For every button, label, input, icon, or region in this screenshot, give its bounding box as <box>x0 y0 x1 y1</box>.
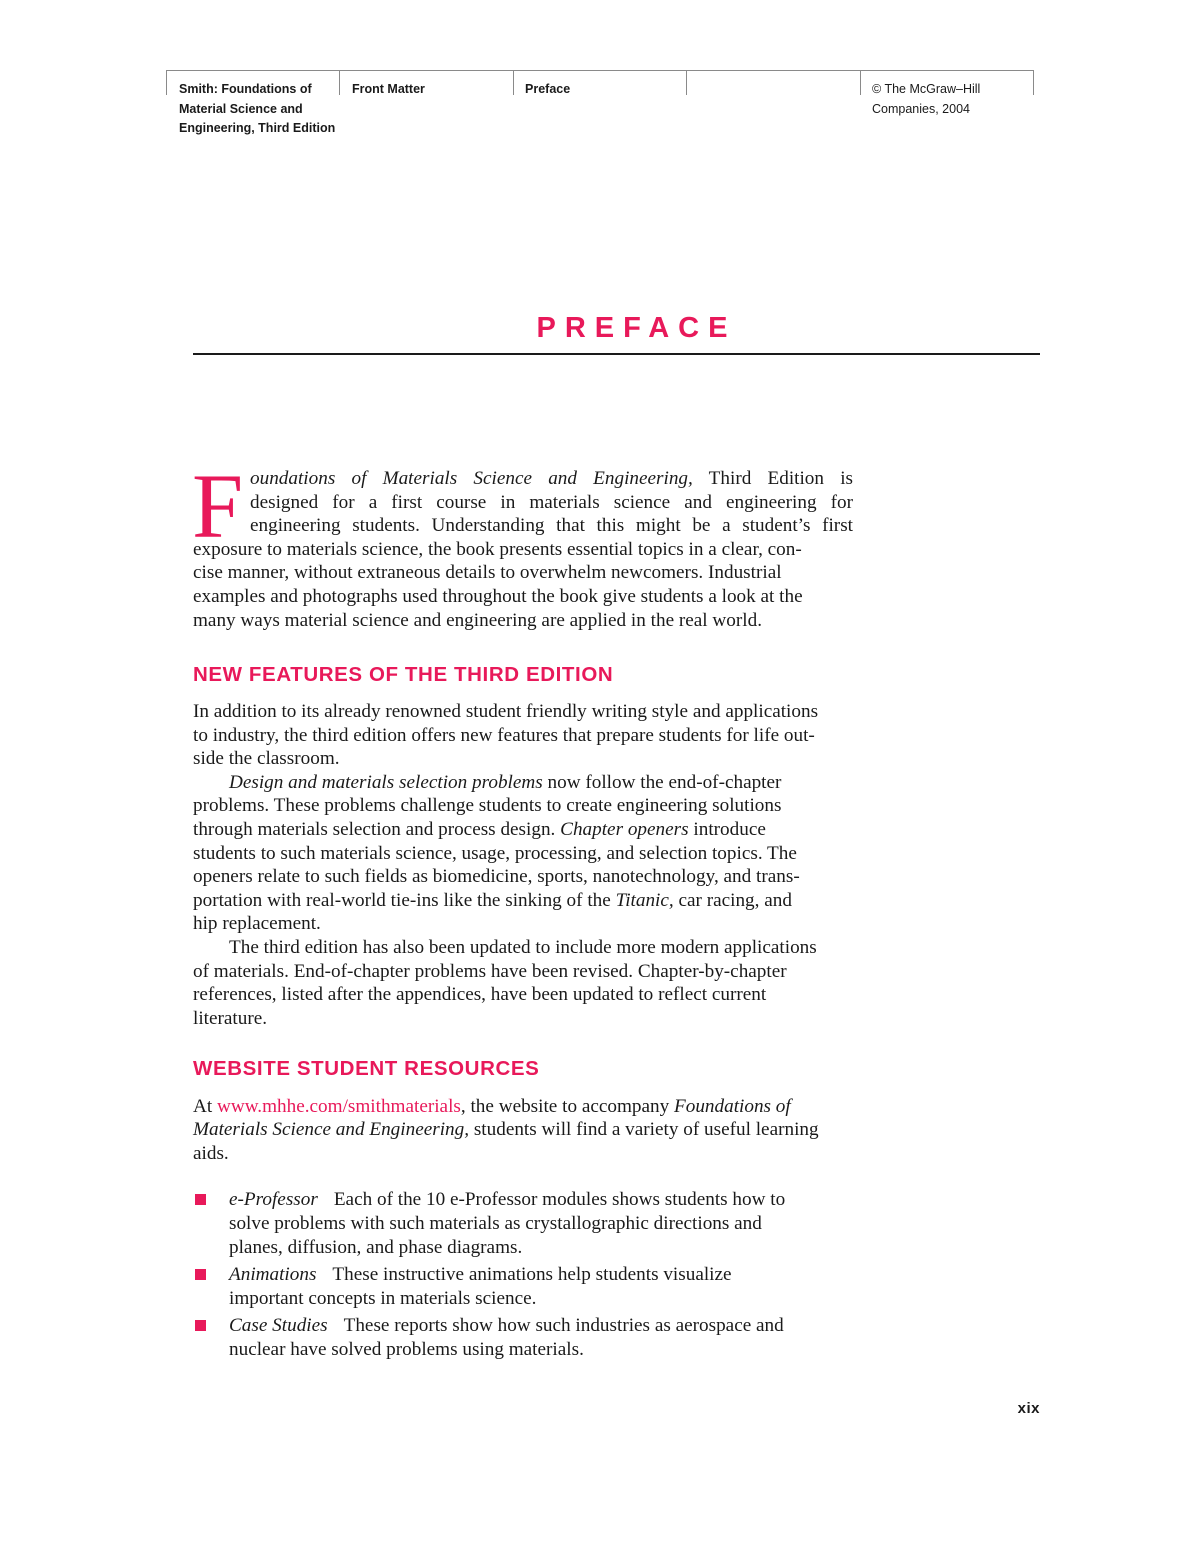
list-item: Animations These instructive animations help students visualize important concepts in materials science. <box>229 1264 732 1309</box>
header-book-title: Smith: Foundations of Material Science and Engineering, Third Edition <box>179 82 336 136</box>
header-chapter: Preface <box>525 82 571 96</box>
intro-paragraph: exposure to materials science, the book presents essential topics in a clear, con- cise manner, without extraneous details to overwhelm newcomers. Industrial examples and photographs used throughout the book give students a look at the many ways material science and engineering are applied in the real world. <box>193 538 803 631</box>
page-title: PREFACE <box>536 312 737 344</box>
new-features-paragraph-2: Design and materials selection problems now follow the end-of-chapter problems. These problems challenge students to create engineering solutions through materials selection and process design. Chapter openers introduce students to such materials science, usage, processing, and selection topics. The openers relate to such fields as biomedicine, sports, nanotechnology, and trans- portation with real-world tie-ins like the sinking of the Titanic, car racing, and hip replacement. <box>193 771 800 935</box>
bullet-square-icon <box>195 1269 206 1280</box>
header-part: Front Matter <box>352 82 425 96</box>
new-features-paragraph-1: In addition to its already renowned student friendly writing style and applications to industry, the third edition offers new features that prepare students for life out- side the classroom. <box>193 701 819 770</box>
list-item: e-Professor Each of the 10 e-Professor modules shows students how to solve problems with such materials as crystallographic directions and planes, diffusion, and phase diagrams. <box>229 1189 786 1258</box>
header-cell <box>686 71 860 95</box>
intro-wrapped-text: oundations of Materials Science and Engineering, Third Edition is designed for a first course in materials science and engineering for engineering students. Understanding that this might be a student’s first <box>250 468 853 537</box>
website-paragraph: At www.mhhe.com/smithmaterials, the website to accompany Foundations of Materials Science and Engineering, students will find a variety of useful learning aids. <box>193 1095 819 1164</box>
list-item: Case Studies These reports show how such industries as aerospace and nuclear have solved problems using materials. <box>229 1315 784 1360</box>
title-rule <box>193 353 1040 355</box>
header-copyright: © The McGraw–Hill Companies, 2004 <box>872 82 981 116</box>
bullet-square-icon <box>195 1320 206 1331</box>
website-link[interactable]: www.mhhe.com/smithmaterials <box>216 1095 461 1117</box>
bullet-square-icon <box>195 1194 206 1205</box>
section-heading-website-resources: WEBSITE STUDENT RESOURCES <box>193 1057 540 1080</box>
new-features-paragraph-3: The third edition has also been updated to include more modern applications of materials. End-of-chapter problems have been revised. Chapter-by-chapter references, listed after the appendices, have been updated to reflect current literature. <box>193 937 817 1029</box>
page-number: xix <box>1017 1400 1040 1417</box>
drop-cap: F <box>192 455 244 557</box>
section-heading-new-features: NEW FEATURES OF THE THIRD EDITION <box>193 663 614 686</box>
